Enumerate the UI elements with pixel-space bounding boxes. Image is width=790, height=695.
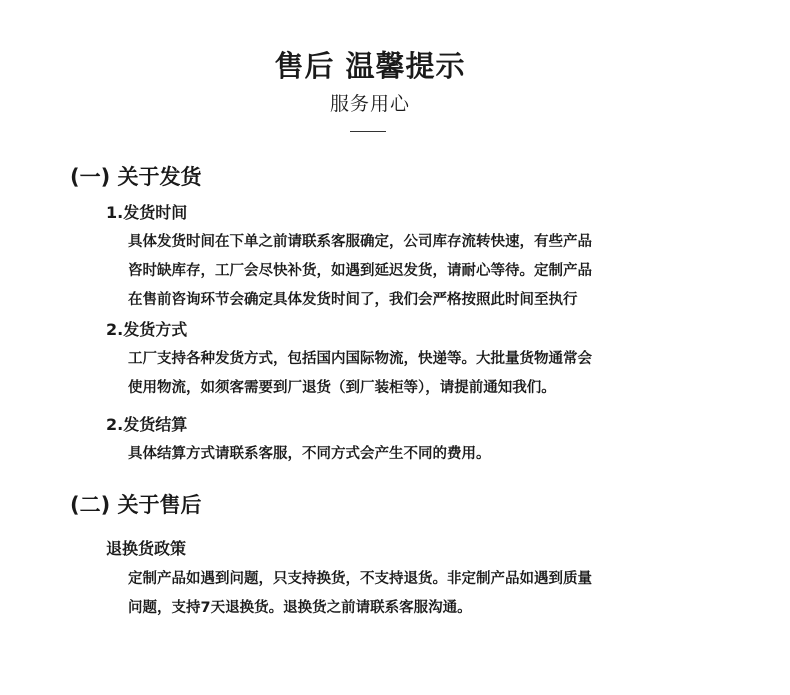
paragraph-line: 在售前咨询环节会确定具体发货时间了，我们会严格按照此时间至执行	[128, 292, 578, 308]
paragraph-return-policy	[128, 565, 688, 623]
paragraph-line: 工厂支持各种发货方式，包括国内国际物流，快递等。大批量货物通常会	[128, 351, 592, 367]
sub-heading-shipping-settlement: 2.发货结算	[106, 415, 188, 434]
section-heading-after-sales: (二) 关于售后	[70, 493, 202, 517]
paragraph-line: 使用物流，如须客需要到厂退货（到厂装柜等），请提前通知我们。	[128, 380, 556, 396]
paragraph-shipping-method	[128, 345, 688, 403]
page-title: 售后 温馨提示	[274, 49, 466, 83]
title-divider	[350, 131, 386, 132]
sub-heading-return-policy: 退换货政策	[106, 539, 187, 558]
page-subtitle: 服务用心	[329, 93, 410, 115]
paragraph-shipping-time	[128, 228, 688, 315]
paragraph-line: 定制产品如遇到问题，只支持换货，不支持退货。非定制产品如遇到质量	[128, 571, 592, 587]
paragraph-line: 咨时缺库存，工厂会尽快补货，如遇到延迟发货，请耐心等待。定制产品	[128, 263, 592, 279]
paragraph-shipping-settlement	[128, 440, 688, 469]
paragraph-line: 具体结算方式请联系客服，不同方式会产生不同的费用。	[128, 446, 491, 462]
sub-heading-shipping-method: 2.发货方式	[106, 320, 188, 339]
paragraph-line: 问题，支持7天退换货。退换货之前请联系客服沟通。	[128, 600, 472, 616]
sub-heading-shipping-time: 1.发货时间	[106, 203, 188, 222]
paragraph-line: 具体发货时间在下单之前请联系客服确定，公司库存流转快速，有些产品	[128, 234, 592, 250]
section-heading-shipping: (一) 关于发货	[70, 165, 202, 189]
